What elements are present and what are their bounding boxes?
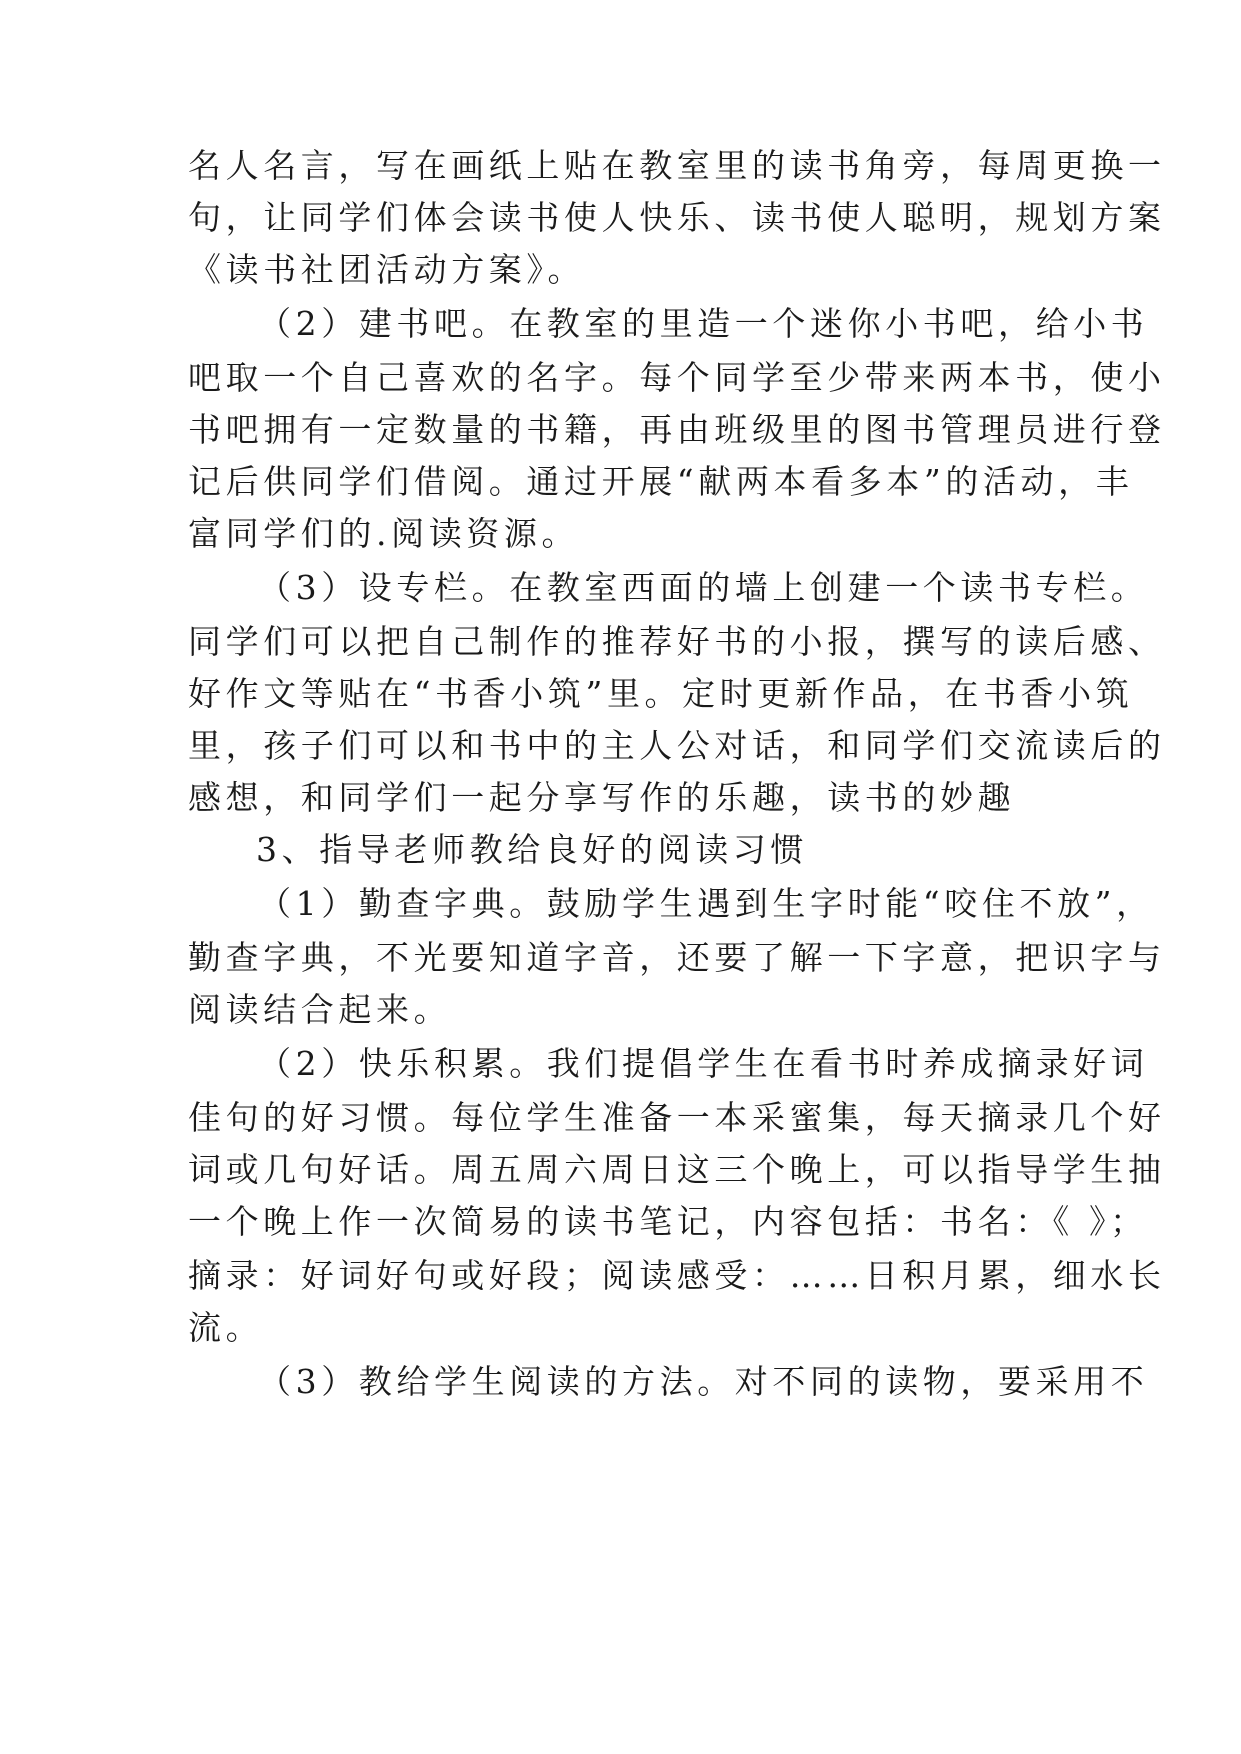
text-line: 词或几句好话。周五周六周日这三个晚上，可以指导学生抽 xyxy=(188,1150,1166,1189)
text-line: 里，孩子们可以和书中的主人公对话，和同学们交流读后的 xyxy=(188,726,1166,765)
text-line: （2）快乐积累。我们提倡学生在看书时养成摘录好词 xyxy=(258,1044,1149,1083)
text-line: （2）建书吧。在教室的里造一个迷你小书吧，给小书 xyxy=(258,304,1149,343)
text-line: 一个晚上作一次简易的读书笔记，内容包括：书名：《 》； xyxy=(188,1202,1148,1241)
text-line: 记后供同学们借阅。通过开展“献两本看多本”的活动，丰 xyxy=(188,462,1134,501)
text-line: 阅读结合起来。 xyxy=(188,990,452,1029)
text-line: 名人名言，写在画纸上贴在教室里的读书角旁，每周更换一 xyxy=(188,146,1166,185)
text-line: 勤查字典，不光要知道字音，还要了解一下字意，把识字与 xyxy=(188,938,1166,977)
section-heading: 3、指导老师教给良好的阅读习惯 xyxy=(256,830,808,869)
text-line: 摘录：好词好句或好段；阅读感受：……日积月累，细水长 xyxy=(188,1256,1166,1295)
text-line: 同学们可以把自己制作的推荐好书的小报，撰写的读后感、 xyxy=(188,622,1166,661)
text-line: （3）教给学生阅读的方法。对不同的读物，要采用不 xyxy=(258,1362,1149,1401)
text-line: 句，让同学们体会读书使人快乐、读书使人聪明，规划方案 xyxy=(188,198,1166,237)
text-line: 感想，和同学们一起分享写作的乐趣，读书的妙趣 xyxy=(188,778,1016,817)
text-line: （3）设专栏。在教室西面的墙上创建一个读书专栏。 xyxy=(258,568,1149,607)
text-line: 《读书社团活动方案》。 xyxy=(188,250,586,289)
text-line: 佳句的好习惯。每位学生准备一本采蜜集，每天摘录几个好 xyxy=(188,1098,1166,1137)
text-line: 吧取一个自己喜欢的名字。每个同学至少带来两本书，使小 xyxy=(188,358,1166,397)
text-line: 好作文等贴在“书香小筑”里。定时更新作品，在书香小筑 xyxy=(188,674,1134,713)
text-line: 富同学们的.阅读资源。 xyxy=(188,514,580,553)
text-line: 书吧拥有一定数量的书籍，再由班级里的图书管理员进行登 xyxy=(188,410,1166,449)
text-line: （1）勤查字典。鼓励学生遇到生字时能“咬住不放”， xyxy=(258,884,1154,923)
text-line: 流。 xyxy=(188,1308,264,1347)
